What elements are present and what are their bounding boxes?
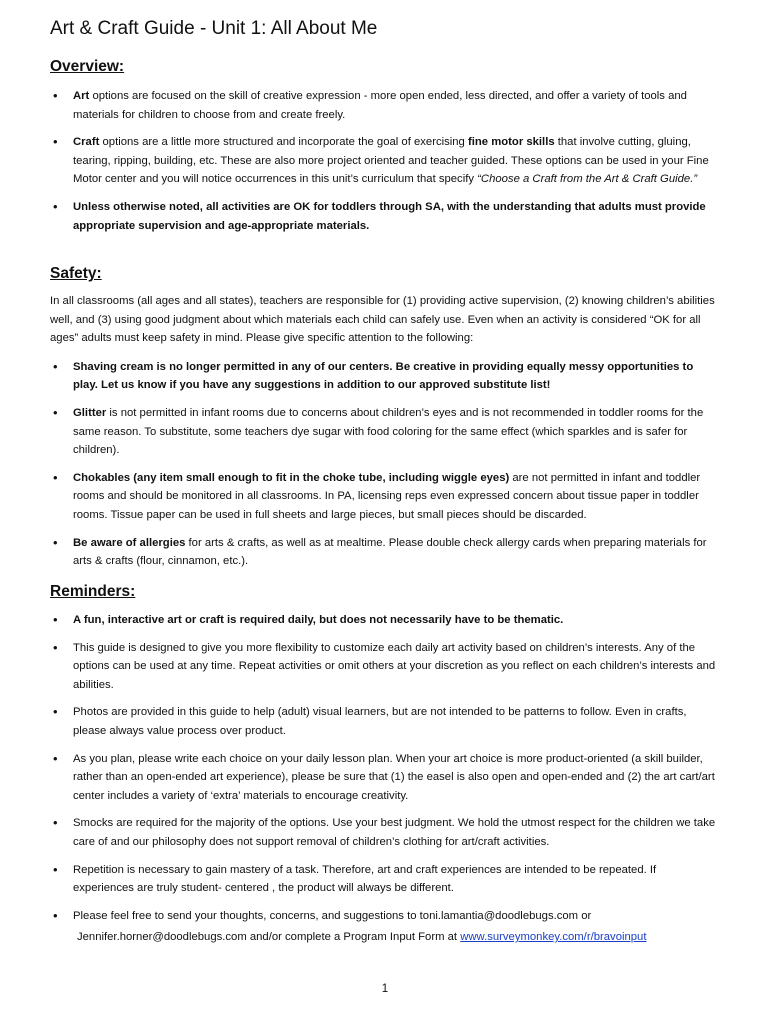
list-item: • Shaving cream is no longer permitted in any of our centers. Be creative in providing equally messy opportunities to play. Let us know if you have any suggestions in addition to our approved substitute list! — [50, 358, 720, 395]
list-item: • Photos are provided in this guide to help (adult) visual learners, but are not intended to be patterns to follow. Even in crafts, please always value process over product. — [50, 703, 720, 740]
overview-heading: Overview: — [50, 58, 125, 75]
page-title: Art & Craft Guide - Unit 1: All About Me — [50, 18, 378, 39]
safety-heading: Safety: — [50, 265, 102, 282]
list-item: • Be aware of allergies for arts & crafts, as well as at mealtime. Please double check allergy cards when preparing materials for arts & crafts (flour, cinnamon, etc.). — [50, 534, 720, 571]
list-item: • Art options are focused on the skill of creative expression - more open ended, less directed, and offer a variety of tools and materials for children to choose from and create freely. — [50, 87, 720, 124]
reminders-heading: Reminders: — [50, 583, 136, 600]
safety-section — [50, 265, 720, 571]
safety-intro: In all classrooms (all ages and all states), teachers are responsible for (1) providing active supervision, (2) knowing children’s abilities well, and (3) using good judgment about which materials each child can safely use. Even when an activity is considered “OK for all ages” adults must keep safety in mind. Please give specific attention to the following: — [50, 295, 715, 345]
list-item: • Repetition is necessary to gain mastery of a task. Therefore, art and craft experiences are intended to be repeated. If experiences are truly student- centered , the product will always be different. — [50, 861, 720, 898]
safety-list — [50, 358, 720, 571]
list-item: • Unless otherwise noted, all activities are OK for toddlers through SA, with the understanding that adults must provide appropriate supervision and age-appropriate materials. — [50, 198, 720, 235]
page-number: 1 — [381, 983, 389, 995]
list-item: • As you plan, please write each choice on your daily lesson plan. When your art choice is more product-oriented (a skill builder, rather than an open-ended art experience), please be sure that (1) the easel is also open and open-ended and (2) the art cart/art center includes a variety of ‘extra’ materials to encourage creativity. — [50, 750, 720, 806]
reminders-section — [50, 583, 720, 925]
list-item: • Smocks are required for the majority of the options. Use your best judgment. We hold the utmost respect for the children we take care of and our philosophy does not support removal of children’s clothing for art/craft activities. — [50, 814, 720, 851]
overview-list — [50, 87, 720, 235]
list-item: • Craft options are a little more structured and incorporate the goal of exercising fine motor skills that involve cutting, gluing, tearing, ripping, building, etc. These are also more project oriented and teacher guided. These options can be used in your Fine Motor center and you will notice occurrences in this unit’s curriculum that specify “Choose a Craft from the Art & Craft Guide.” — [50, 133, 720, 189]
list-item: • Chokables (any item small enough to fit in the choke tube, including wiggle eyes) are not permitted in infant and toddler rooms and should be monitored in all classrooms. In PA, licensing reps even expressed concern about tissue paper in toddler rooms. Tissue paper can be used in full sheets and large pieces, but small pieces should be discarded. — [50, 469, 720, 525]
list-item: • A fun, interactive art or craft is required daily, but does not necessarily have to be thematic. — [50, 611, 720, 630]
list-item: • Please feel free to send your thoughts, concerns, and suggestions to toni.lamantia@doodlebugs.com or — [50, 907, 720, 926]
reminders-list — [50, 611, 720, 925]
list-item: • Glitter is not permitted in infant rooms due to concerns about children’s eyes and is not recommended in toddler rooms for the same reason. To substitute, some teachers dye sugar with food coloring for the same effect (which sparkles and is safer for children). — [50, 404, 720, 460]
contact-line — [77, 931, 646, 943]
contact-text: Jennifer.horner@doodlebugs.com and/or complete a Program Input Form at — [77, 931, 461, 943]
overview-section — [50, 58, 720, 235]
survey-link[interactable]: www.surveymonkey.com/r/bravoinput — [460, 931, 647, 943]
list-item: • This guide is designed to give you more flexibility to customize each daily art activity based on children’s interests. Any of the options can be used at any time. Repeat activities or omit others at your discretion as you reflect on each children’s interests and abilities. — [50, 639, 720, 695]
